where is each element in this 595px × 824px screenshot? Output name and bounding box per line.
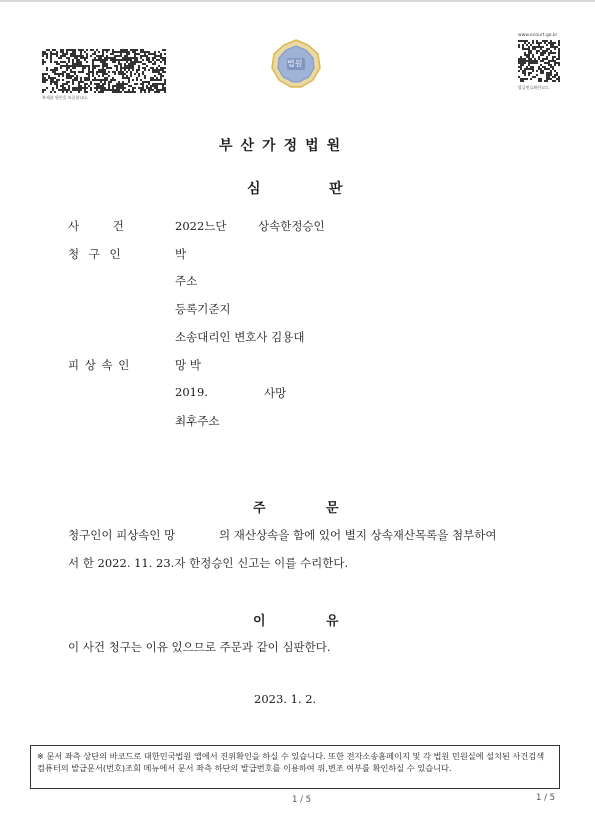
decedent-label: 피 상 속 인 (68, 358, 130, 372)
address-label: 주소 (175, 274, 198, 288)
attorney: 소송대리인 변호사 김용대 (175, 330, 305, 344)
court-name: 부산가정법원 (219, 138, 349, 154)
death-date: 2019. (175, 385, 208, 399)
verification-notice: ※ 문서 좌측 상단의 바코드로 대한민국법원 앱에서 진위확인을 하실 수 있습니다. 또한 전자소송홈페이지 및 각 법원 민원실에 설치된 사건검색 컴퓨터의 발급문서(번호)조회 메뉴에서 문서 좌측 하단의 발급번호를 이용하여 위,변조 여부를 확인하실 수 있습니다. (30, 745, 560, 789)
barcode-caption: 복제품 원본을 보증합니다. (42, 95, 89, 100)
reason-heading-part-2: 유 (326, 614, 339, 629)
seal-text: 법원 (287, 59, 303, 68)
issue-number-code (518, 40, 560, 82)
decision-date: 2023. 1. 2. (254, 692, 317, 706)
last-address-label: 최후주소 (175, 414, 220, 428)
page-top-edge (0, 0, 595, 2)
case-label: 사 건 (68, 219, 124, 233)
reason-text: 이 사건 청구는 이유 있으므로 주문과 같이 심판한다. (68, 640, 331, 654)
case-name: 상속한정승인 (258, 219, 325, 233)
death-label: 사망 (264, 386, 287, 400)
order-line-1a: 청구인이 피상속인 망 (68, 528, 176, 542)
order-heading-part-1: 주 (253, 501, 266, 516)
doc-type-part-2: 판 (329, 181, 343, 197)
claimant-label: 청 구 인 (68, 247, 121, 261)
claimant-name: 박 (175, 247, 187, 261)
page-number-center: 1 / 5 (292, 795, 312, 805)
authentication-barcode (42, 49, 166, 93)
ecourt-url: www.ecourt.go.kr (518, 33, 558, 38)
decedent-name: 망 박 (175, 358, 201, 372)
reason-heading-part-1: 이 (253, 614, 266, 629)
order-heading-part-2: 문 (326, 501, 339, 516)
order-line-1b: 의 재산상속을 함에 있어 별지 상속재산목록을 첨부하여 (219, 528, 497, 542)
registered-domicile-label: 등록기준지 (175, 302, 231, 316)
issue-code-caption: 발급번호확인코드 (518, 85, 549, 90)
page-number-right: 1 / 5 (536, 793, 556, 803)
order-line-2: 서 한 2022. 11. 23.자 한정승인 신고는 이를 수리한다. (68, 556, 349, 570)
doc-type-part-1: 심 (247, 181, 261, 197)
case-number: 2022느단 (175, 219, 227, 233)
